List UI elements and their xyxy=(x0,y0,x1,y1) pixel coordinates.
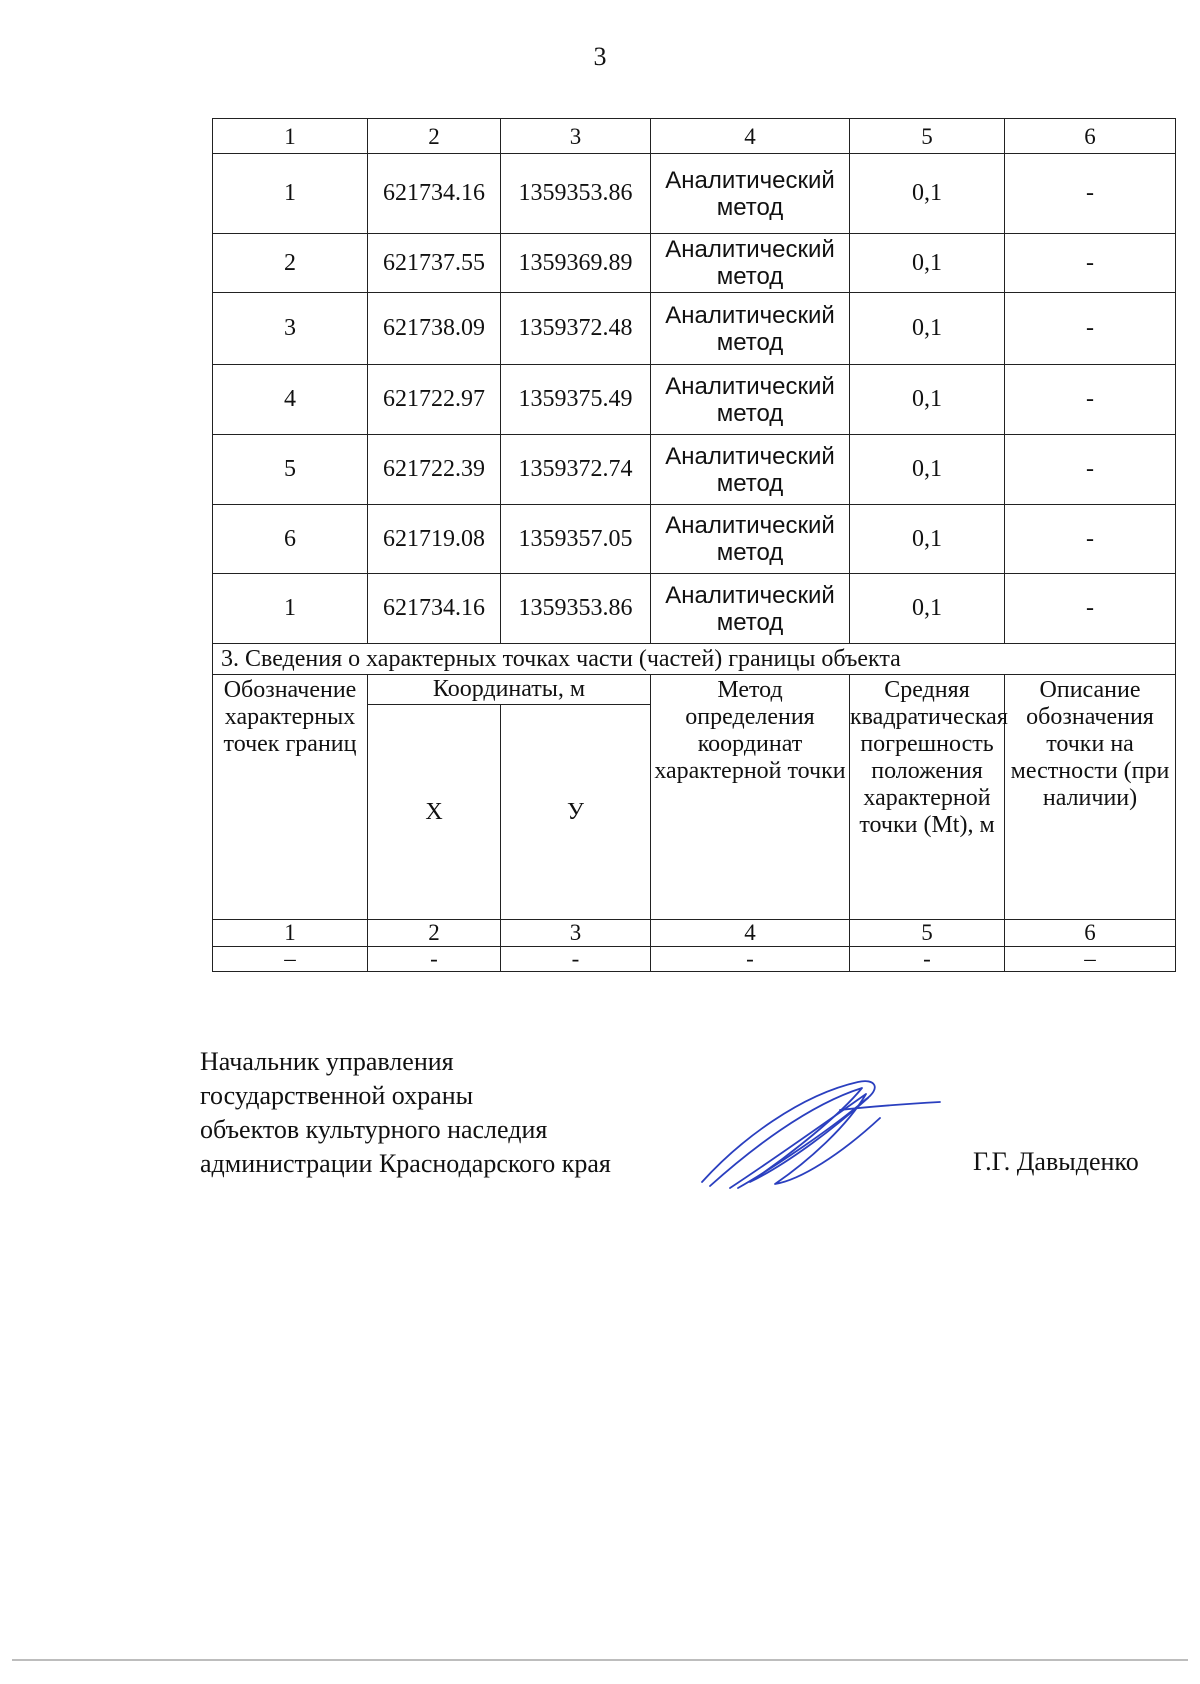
method-cell: Аналитический метод xyxy=(651,505,850,574)
point-number: 1 xyxy=(213,574,368,644)
error-value: 0,1 xyxy=(850,505,1005,574)
coordinate-y: 1359353.86 xyxy=(501,574,651,644)
description-value: - xyxy=(1005,154,1176,234)
description-value: - xyxy=(1005,574,1176,644)
column-number: 3 xyxy=(501,920,651,947)
table-row xyxy=(213,435,1176,505)
error-value: 0,1 xyxy=(850,234,1005,293)
header-method: Метод определения координат характерной точки xyxy=(651,675,850,920)
header-coordinates: Координаты, м xyxy=(368,675,651,705)
coordinate-y: 1359372.48 xyxy=(501,293,651,365)
description-value: - xyxy=(1005,505,1176,574)
column-number: 5 xyxy=(850,119,1005,154)
error-value: 0,1 xyxy=(850,435,1005,505)
column-number: 4 xyxy=(651,119,850,154)
table-row xyxy=(213,505,1176,574)
signer-name: Г.Г. Давыденко xyxy=(973,1147,1139,1176)
column-number: 1 xyxy=(213,119,368,154)
coordinate-x: 621722.39 xyxy=(368,435,501,505)
point-number: 6 xyxy=(213,505,368,574)
coordinate-x: 621722.97 xyxy=(368,365,501,435)
coordinates-table xyxy=(212,118,1176,972)
point-number: 4 xyxy=(213,365,368,435)
scan-edge-line xyxy=(12,1659,1188,1661)
coordinate-y: 1359369.89 xyxy=(501,234,651,293)
section-header-row xyxy=(213,675,1176,705)
table-row xyxy=(213,365,1176,435)
table-row xyxy=(213,154,1176,234)
method-cell: Аналитический метод xyxy=(651,154,850,234)
coordinate-x: 621719.08 xyxy=(368,505,501,574)
header-x: Х xyxy=(368,705,501,920)
column-number: 1 xyxy=(213,920,368,947)
table-row xyxy=(213,234,1176,293)
header-designation: Обозначение характерных точек границ xyxy=(213,675,368,920)
error-value: 0,1 xyxy=(850,293,1005,365)
error-value: 0,1 xyxy=(850,365,1005,435)
signature-block xyxy=(200,1045,611,1181)
point-number: 2 xyxy=(213,234,368,293)
coordinate-x: 621738.09 xyxy=(368,293,501,365)
point-number: 3 xyxy=(213,293,368,365)
empty-cell: - xyxy=(501,947,651,972)
position-line: объектов культурного наследия xyxy=(200,1115,548,1144)
empty-cell: - xyxy=(651,947,850,972)
column-number: 5 xyxy=(850,920,1005,947)
column-number: 3 xyxy=(501,119,651,154)
description-value: - xyxy=(1005,435,1176,505)
coordinate-y: 1359357.05 xyxy=(501,505,651,574)
coordinate-y: 1359353.86 xyxy=(501,154,651,234)
coordinate-x: 621734.16 xyxy=(368,154,501,234)
position-line: администрации Краснодарского края xyxy=(200,1149,611,1178)
column-number: 2 xyxy=(368,119,501,154)
column-number: 6 xyxy=(1005,119,1176,154)
coordinate-x: 621737.55 xyxy=(368,234,501,293)
empty-row xyxy=(213,947,1176,972)
method-cell: Аналитический метод xyxy=(651,293,850,365)
description-value: - xyxy=(1005,234,1176,293)
position-line: Начальник управления xyxy=(200,1047,454,1076)
method-cell: Аналитический метод xyxy=(651,365,850,435)
method-cell: Аналитический метод xyxy=(651,234,850,293)
method-cell: Аналитический метод xyxy=(651,435,850,505)
coordinate-x: 621734.16 xyxy=(368,574,501,644)
header-description: Описание обозначения точки на местности (при наличии) xyxy=(1005,675,1176,920)
empty-cell: - xyxy=(368,947,501,972)
page-number: 3 xyxy=(593,42,607,71)
position-line: государственной охраны xyxy=(200,1081,474,1110)
column-number-row xyxy=(213,119,1176,154)
coordinate-y: 1359375.49 xyxy=(501,365,651,435)
description-value: - xyxy=(1005,293,1176,365)
point-number: 5 xyxy=(213,435,368,505)
header-error: Средняя квадратическая погрешность положения характерной точки (Mt), м xyxy=(850,675,1005,920)
empty-cell: – xyxy=(213,947,368,972)
handwritten-signature xyxy=(690,1070,950,1200)
column-number: 2 xyxy=(368,920,501,947)
method-cell: Аналитический метод xyxy=(651,574,850,644)
description-value: - xyxy=(1005,365,1176,435)
point-number: 1 xyxy=(213,154,368,234)
section-title-row xyxy=(213,644,1176,675)
error-value: 0,1 xyxy=(850,574,1005,644)
empty-cell: - xyxy=(850,947,1005,972)
header-y: У xyxy=(501,705,651,920)
column-number: 6 xyxy=(1005,920,1176,947)
column-number: 4 xyxy=(651,920,850,947)
empty-cell: – xyxy=(1005,947,1176,972)
coordinate-y: 1359372.74 xyxy=(501,435,651,505)
section-column-number-row xyxy=(213,920,1176,947)
table-row xyxy=(213,293,1176,365)
section-title: 3. Сведения о характерных точках части (частей) границы объекта xyxy=(213,644,1176,675)
table-row xyxy=(213,574,1176,644)
error-value: 0,1 xyxy=(850,154,1005,234)
